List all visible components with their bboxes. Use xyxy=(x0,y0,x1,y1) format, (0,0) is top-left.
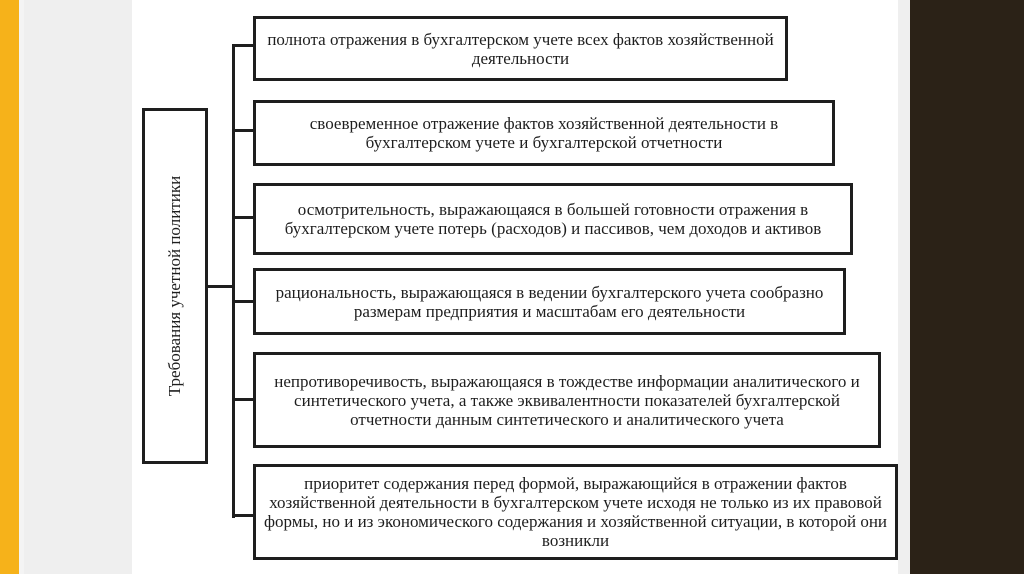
root-node-label: Требования учетной политики xyxy=(165,175,184,397)
root-node xyxy=(142,108,208,464)
root-connector xyxy=(208,285,234,288)
branch-line xyxy=(232,216,254,219)
requirement-text: непротиворечивость, выражающаяся в тождестве информации аналитического и синтетического учета, а также эквивалентности показателей бухгалтерской отчетности данным синтетического и аналитического учета xyxy=(274,371,860,429)
requirement-box xyxy=(253,352,881,448)
requirement-text: осмотрительность, выражающаяся в большей готовности отражения в бухгалтерском учете потерь (расходов) и пассивов, чем доходов и активов xyxy=(284,200,822,238)
branch-line xyxy=(232,129,254,132)
requirement-text: приоритет содержания перед формой, выражающийся в отражении фактов хозяйственной деятельности в бухгалтерском учете исходя не только из их правовой формы, но и из экономического содержания и хозяйственной ситуации, в которой они возникли xyxy=(263,474,888,550)
accent-bar xyxy=(0,0,19,574)
tree-spine xyxy=(232,44,235,518)
requirement-box xyxy=(253,464,898,560)
branch-line xyxy=(232,398,254,401)
slide-margin-left xyxy=(24,0,132,574)
branch-line xyxy=(232,514,254,517)
requirement-box xyxy=(253,100,835,166)
branch-line xyxy=(232,44,254,47)
requirement-text: полнота отражения в бухгалтерском учете всех фактов хозяйственной деятельности xyxy=(267,29,774,68)
requirement-box xyxy=(253,16,788,81)
dark-side-panel xyxy=(910,0,1024,574)
slide-margin-right xyxy=(898,0,910,574)
branch-line xyxy=(232,300,254,303)
requirement-text: рациональность, выражающаяся в ведении бухгалтерского учета сообразно размерам предприятия и масштабам его деятельности xyxy=(275,282,824,321)
requirement-box xyxy=(253,268,846,335)
requirement-text: своевременное отражение фактов хозяйственной деятельности в бухгалтерском учете и бухгалтерской отчетности xyxy=(309,114,779,152)
requirement-box xyxy=(253,183,853,255)
